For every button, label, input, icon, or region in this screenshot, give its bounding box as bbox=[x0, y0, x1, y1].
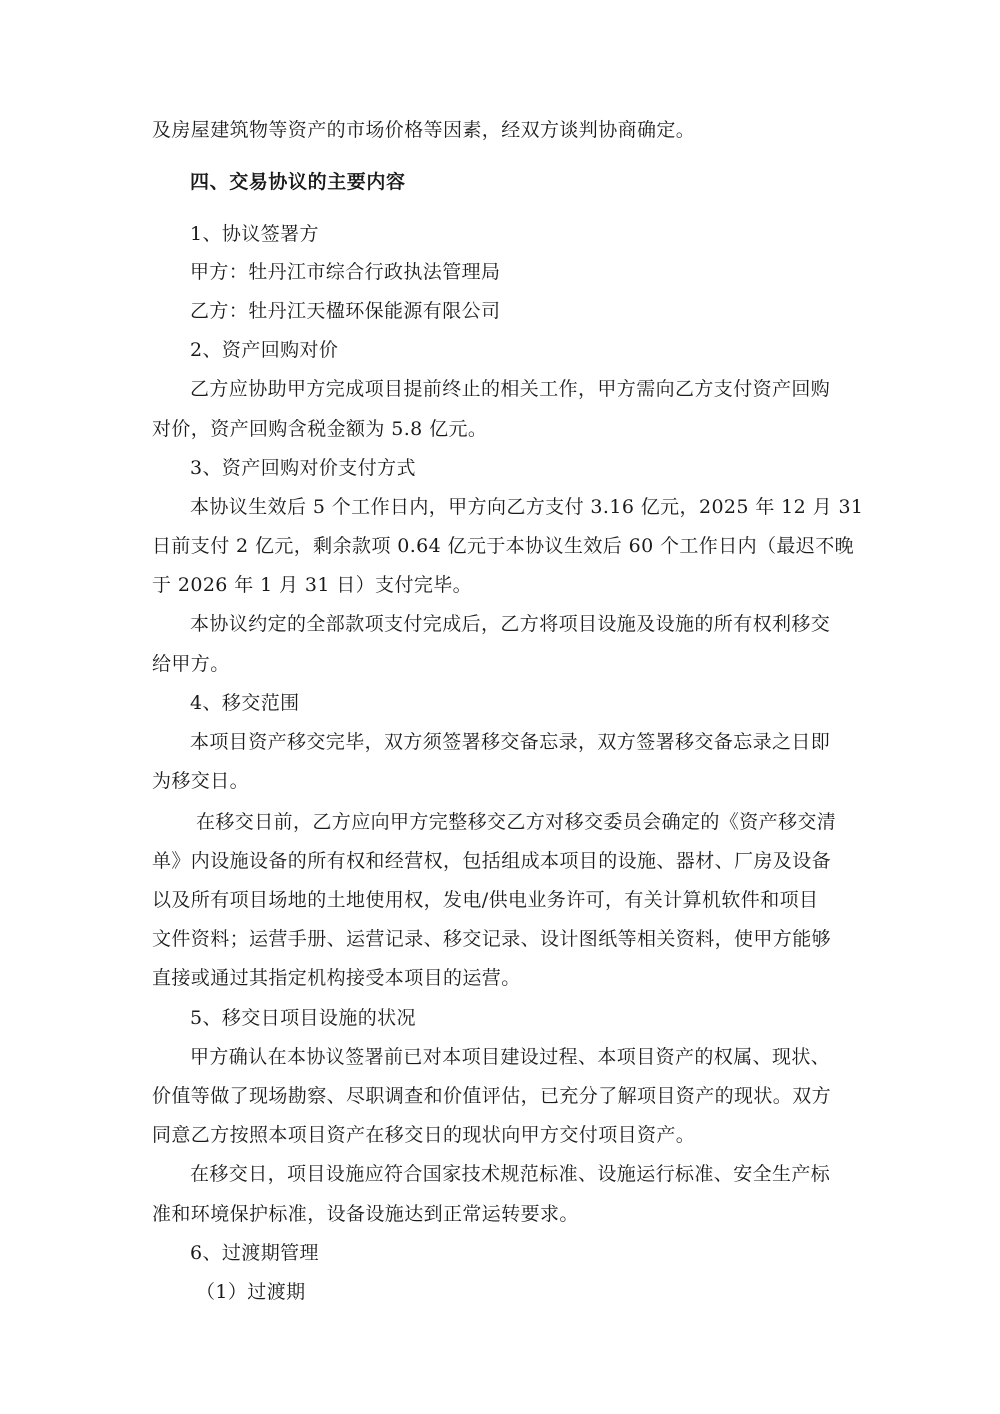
body-text-line: 为移交日。 bbox=[152, 770, 250, 792]
body-text-line: 单》内设施设备的所有权和经营权，包括组成本项目的设施、器材、厂房及设备 bbox=[152, 850, 832, 872]
body-text-line: 同意乙方按照本项目资产在移交日的现状向甲方交付项目资产。 bbox=[152, 1124, 696, 1146]
subsection-heading: 6、过渡期管理 bbox=[190, 1242, 319, 1264]
body-text-line: 在移交日前，乙方应向甲方完整移交乙方对移交委员会确定的《资产移交清 bbox=[196, 811, 837, 833]
body-text-line: 给甲方。 bbox=[152, 653, 230, 675]
subsection-heading: 5、移交日项目设施的状况 bbox=[190, 1007, 416, 1029]
party-b-line: 乙方：牡丹江天楹环保能源有限公司 bbox=[190, 300, 501, 322]
body-text-line: 以及所有项目场地的土地使用权，发电/供电业务许可，有关计算机软件和项目 bbox=[152, 889, 819, 911]
body-text-line: 文件资料；运营手册、运营记录、移交记录、设计图纸等相关资料，使甲方能够 bbox=[152, 928, 832, 950]
subsection-heading: 4、移交范围 bbox=[190, 692, 300, 714]
sub-item-heading: （1）过渡期 bbox=[196, 1281, 306, 1303]
body-text-line: 本项目资产移交完毕，双方须签署移交备忘录，双方签署移交备忘录之日即 bbox=[190, 731, 831, 753]
body-text-line: 直接或通过其指定机构接受本项目的运营。 bbox=[152, 967, 521, 989]
body-text-line: 乙方应协助甲方完成项目提前终止的相关工作，甲方需向乙方支付资产回购 bbox=[190, 378, 831, 400]
party-a-line: 甲方：牡丹江市综合行政执法管理局 bbox=[190, 261, 501, 283]
section-heading: 四、交易协议的主要内容 bbox=[190, 171, 406, 193]
body-text-line: 在移交日，项目设施应符合国家技术规范标准、设施运行标准、安全生产标 bbox=[190, 1163, 831, 1185]
body-text-line: 价值等做了现场勘察、尽职调查和价值评估，已充分了解项目资产的现状。双方 bbox=[152, 1085, 832, 1107]
body-text-line: 本协议约定的全部款项支付完成后，乙方将项目设施及设施的所有权利移交 bbox=[190, 613, 831, 635]
body-text-line: 日前支付 2 亿元，剩余款项 0.64 亿元于本协议生效后 60 个工作日内（最迟不晚 bbox=[152, 535, 855, 557]
body-text-line: 准和环境保护标准，设备设施达到正常运转要求。 bbox=[152, 1203, 579, 1225]
body-text-line: 对价，资产回购含税金额为 5.8 亿元。 bbox=[152, 418, 488, 440]
subsection-heading: 2、资产回购对价 bbox=[190, 339, 339, 361]
body-text-line: 甲方确认在本协议签署前已对本项目建设过程、本项目资产的权属、现状、 bbox=[190, 1046, 831, 1068]
subsection-heading: 1、协议签署方 bbox=[190, 223, 319, 245]
body-text-line: 于 2026 年 1 月 31 日）支付完毕。 bbox=[152, 574, 473, 596]
subsection-heading: 3、资产回购对价支付方式 bbox=[190, 457, 416, 479]
body-text-line: 及房屋建筑物等资产的市场价格等因素，经双方谈判协商确定。 bbox=[152, 119, 696, 141]
body-text-line: 本协议生效后 5 个工作日内，甲方向乙方支付 3.16 亿元，2025 年 12 月 31 bbox=[190, 496, 864, 518]
